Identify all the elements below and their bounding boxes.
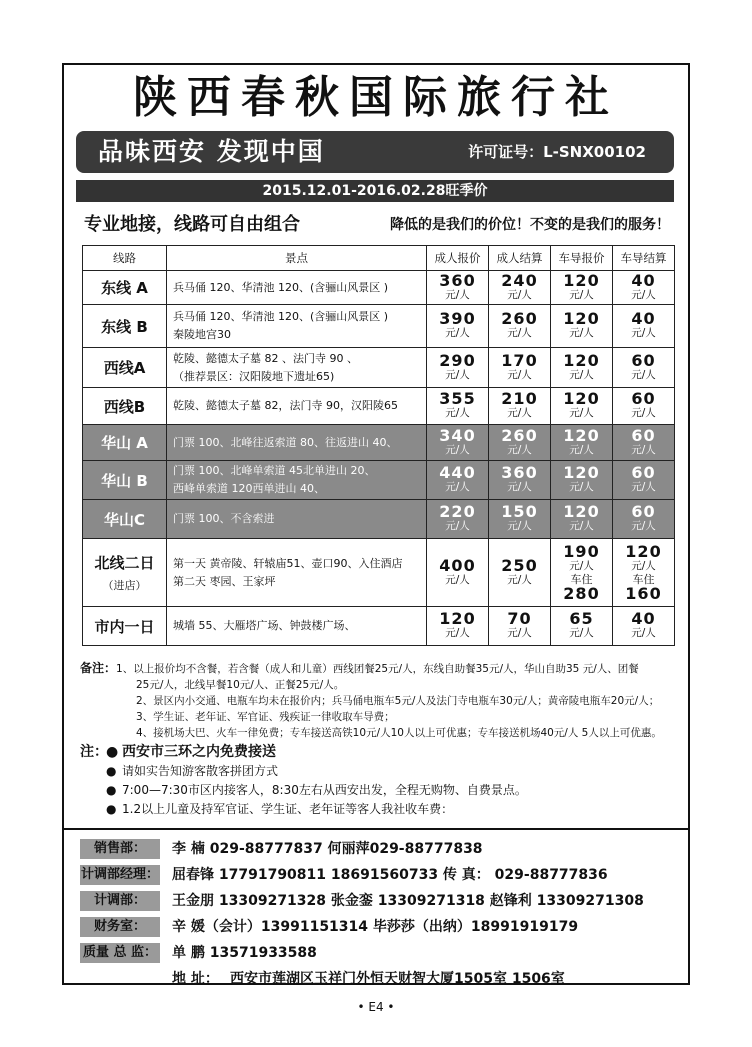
header-sites: 景点	[167, 246, 427, 271]
divider	[62, 828, 690, 830]
tagline: 专业地接，线路可自由组合	[84, 214, 300, 235]
address-label: 地 址：	[172, 971, 219, 987]
contact-label: 销售部：	[80, 839, 160, 859]
license-number: 许可证号：L-SNX00102	[468, 143, 646, 161]
route-sites: 兵马俑 120、华清池 120、(含骊山风景区 ) 秦陵地宫30	[167, 305, 427, 348]
season-bar: 2015.12.01-2016.02.28旺季价	[76, 180, 674, 202]
adult-settle: 360 元/人	[489, 461, 551, 500]
table-row	[83, 271, 675, 305]
adult-price: 340 元/人	[427, 425, 489, 461]
table-row	[83, 539, 675, 607]
bullet-icon: ●	[106, 744, 119, 760]
header-adult-price: 成人报价	[427, 246, 489, 271]
table-row	[83, 348, 675, 388]
page-number: • E4 •	[357, 1000, 395, 1014]
remark-continuation: 25元/人，北线早餐10元/人、正餐25元/人。	[136, 679, 345, 691]
guide-price: 120 元/人	[551, 348, 613, 388]
route-name: 华山C	[83, 500, 167, 539]
route-name: 东线 B	[83, 305, 167, 348]
bullet-icon: ●	[106, 764, 117, 778]
remarks	[80, 660, 680, 741]
list-item: ● 1.2以上儿童及持军官证、学生证、老年证等客人我社收车费：	[80, 800, 680, 819]
adult-settle: 210 元/人	[489, 388, 551, 425]
route-sites: 门票 100、北峰往返索道 80、往返进山 40、	[167, 425, 427, 461]
table-row	[83, 425, 675, 461]
guide-price: 120 元/人	[551, 500, 613, 539]
contact-value: 王金朋 13309271328 张金銮 13309271318 赵锋利 13309271308	[172, 893, 644, 909]
price-table	[82, 245, 675, 646]
contact-label: 财务室：	[80, 917, 160, 937]
contact-label: 计调部经理：	[80, 865, 160, 885]
route-sites: 第一天 黄帝陵、轩辕庙51、壶口90、入住酒店 第二天 枣园、王家坪	[167, 539, 427, 607]
guide-price: 120 元/人	[551, 305, 613, 348]
route-sites: 城墙 55、大雁塔广场、钟鼓楼广场、	[167, 607, 427, 646]
guide-settle: 60 元/人	[613, 425, 675, 461]
guide-price: 120 元/人	[551, 271, 613, 305]
table-row	[83, 388, 675, 425]
list-item: ● 7:00—7:30市区内接客人，8:30左右从西安出发，全程无购物、自费景点。	[80, 781, 680, 800]
contacts	[80, 836, 680, 992]
adult-price: 400 元/人	[427, 539, 489, 607]
contact-manager	[80, 862, 680, 888]
guide-settle: 60 元/人	[613, 500, 675, 539]
route-name: 华山 A	[83, 425, 167, 461]
route-name: 华山 B	[83, 461, 167, 500]
route-name: 西线B	[83, 388, 167, 425]
remark-item: 4、接机场大巴、火车一律免费；专车接送高铁10元/人10人以上可优惠；专车接送机场40元/人 5人以上可优惠。	[136, 727, 662, 739]
adult-settle: 70 元/人	[489, 607, 551, 646]
address-value: 西安市莲湖区玉祥门外恒天财智大厦1505室 1506室	[230, 971, 565, 987]
route-sites: 乾陵、懿德太子墓 82，法门寺 90，汉阳陵65	[167, 388, 427, 425]
adult-settle: 250 元/人	[489, 539, 551, 607]
adult-price: 355 元/人	[427, 388, 489, 425]
guide-settle: 40 元/人	[613, 607, 675, 646]
remark-item: 3、学生证、老年证、军官证、残疾证一律收取车导费；	[136, 711, 395, 723]
table-header-row	[83, 246, 675, 271]
adult-settle: 170 元/人	[489, 348, 551, 388]
extra-notes	[80, 743, 680, 819]
service-motto: 降低的是我们的价位！不变的是我们的服务！	[390, 217, 670, 233]
header-route: 线路	[83, 246, 167, 271]
route-name: 市内一日	[83, 607, 167, 646]
guide-price: 190 元/人 车住 280	[551, 539, 613, 607]
route-name: 西线A	[83, 348, 167, 388]
contact-label: 质量 总 监：	[80, 943, 160, 963]
guide-settle: 60 元/人	[613, 388, 675, 425]
header-guide-settle: 车导结算	[613, 246, 675, 271]
extra-notes-label: 注：	[80, 744, 108, 760]
list-item: ● 西安市三环之内免费接送	[106, 744, 276, 760]
guide-price: 120 元/人	[551, 461, 613, 500]
guide-settle: 60 元/人	[613, 461, 675, 500]
contact-value: 屈春锋 17791790811 18691560733 传 真： 029-88777836	[172, 867, 608, 883]
adult-price: 390 元/人	[427, 305, 489, 348]
adult-price: 120 元/人	[427, 607, 489, 646]
route-sites: 门票 100、不含索进	[167, 500, 427, 539]
table-row	[83, 461, 675, 500]
table-row	[83, 305, 675, 348]
guide-settle: 40 元/人	[613, 271, 675, 305]
guide-price: 120 元/人	[551, 425, 613, 461]
guide-settle: 120 元/人 车住 160	[613, 539, 675, 607]
adult-price: 440 元/人	[427, 461, 489, 500]
contact-value: 李 楠 029-88777837 何丽萍029-88777838	[172, 841, 483, 857]
company-title: 陕西春秋国际旅行社	[133, 72, 619, 123]
route-sites: 乾陵、懿德太子墓 82 、法门寺 90 、 （推荐景区：汉阳陵地下遗址65)	[167, 348, 427, 388]
contact-label: 计调部：	[80, 891, 160, 911]
guide-settle: 40 元/人	[613, 305, 675, 348]
adult-settle: 240 元/人	[489, 271, 551, 305]
contact-quality	[80, 940, 680, 966]
slogan: 品味西安 发现中国	[98, 137, 325, 166]
header-adult-settle: 成人结算	[489, 246, 551, 271]
remark-item: 2、景区内小交通、电瓶车均未在报价内；兵马俑电瓶车5元/人及法门寺电瓶车30元/人；黄帝陵电瓶车20元/人；	[136, 695, 660, 707]
table-row	[83, 607, 675, 646]
guide-settle: 60 元/人	[613, 348, 675, 388]
adult-price: 360 元/人	[427, 271, 489, 305]
adult-settle: 150 元/人	[489, 500, 551, 539]
bullet-icon: ●	[106, 802, 117, 816]
slogan-banner	[76, 131, 674, 173]
list-item: ● 请如实告知游客散客拼团方式	[80, 762, 680, 781]
guide-price: 65 元/人	[551, 607, 613, 646]
contact-sales	[80, 836, 680, 862]
contact-value: 辛 媛（会计）13991151314 毕莎莎（出纳）18991919179	[172, 919, 579, 935]
guide-price: 120 元/人	[551, 388, 613, 425]
adult-settle: 260 元/人	[489, 305, 551, 348]
contact-finance	[80, 914, 680, 940]
contact-value: 单 鹏 13571933588	[172, 945, 317, 961]
adult-settle: 260 元/人	[489, 425, 551, 461]
route-sites: 兵马俑 120、华清池 120、(含骊山风景区 )	[167, 271, 427, 305]
contact-address	[80, 966, 680, 992]
contact-planning	[80, 888, 680, 914]
adult-price: 290 元/人	[427, 348, 489, 388]
remark-item: 备注：1、以上报价均不含餐，若含餐（成人和儿童）西线团餐25元/人，东线自助餐35元/人，华山自助35 元/人、团餐	[80, 661, 639, 675]
table-row	[83, 500, 675, 539]
route-sites: 门票 100、北峰单索道 45北单进山 20、 西峰单索道 120西单进山 40、	[167, 461, 427, 500]
bullet-icon: ●	[106, 783, 117, 797]
header-guide-price: 车导报价	[551, 246, 613, 271]
route-name: 北线二日 （进店）	[83, 539, 167, 607]
adult-price: 220 元/人	[427, 500, 489, 539]
route-name: 东线 A	[83, 271, 167, 305]
